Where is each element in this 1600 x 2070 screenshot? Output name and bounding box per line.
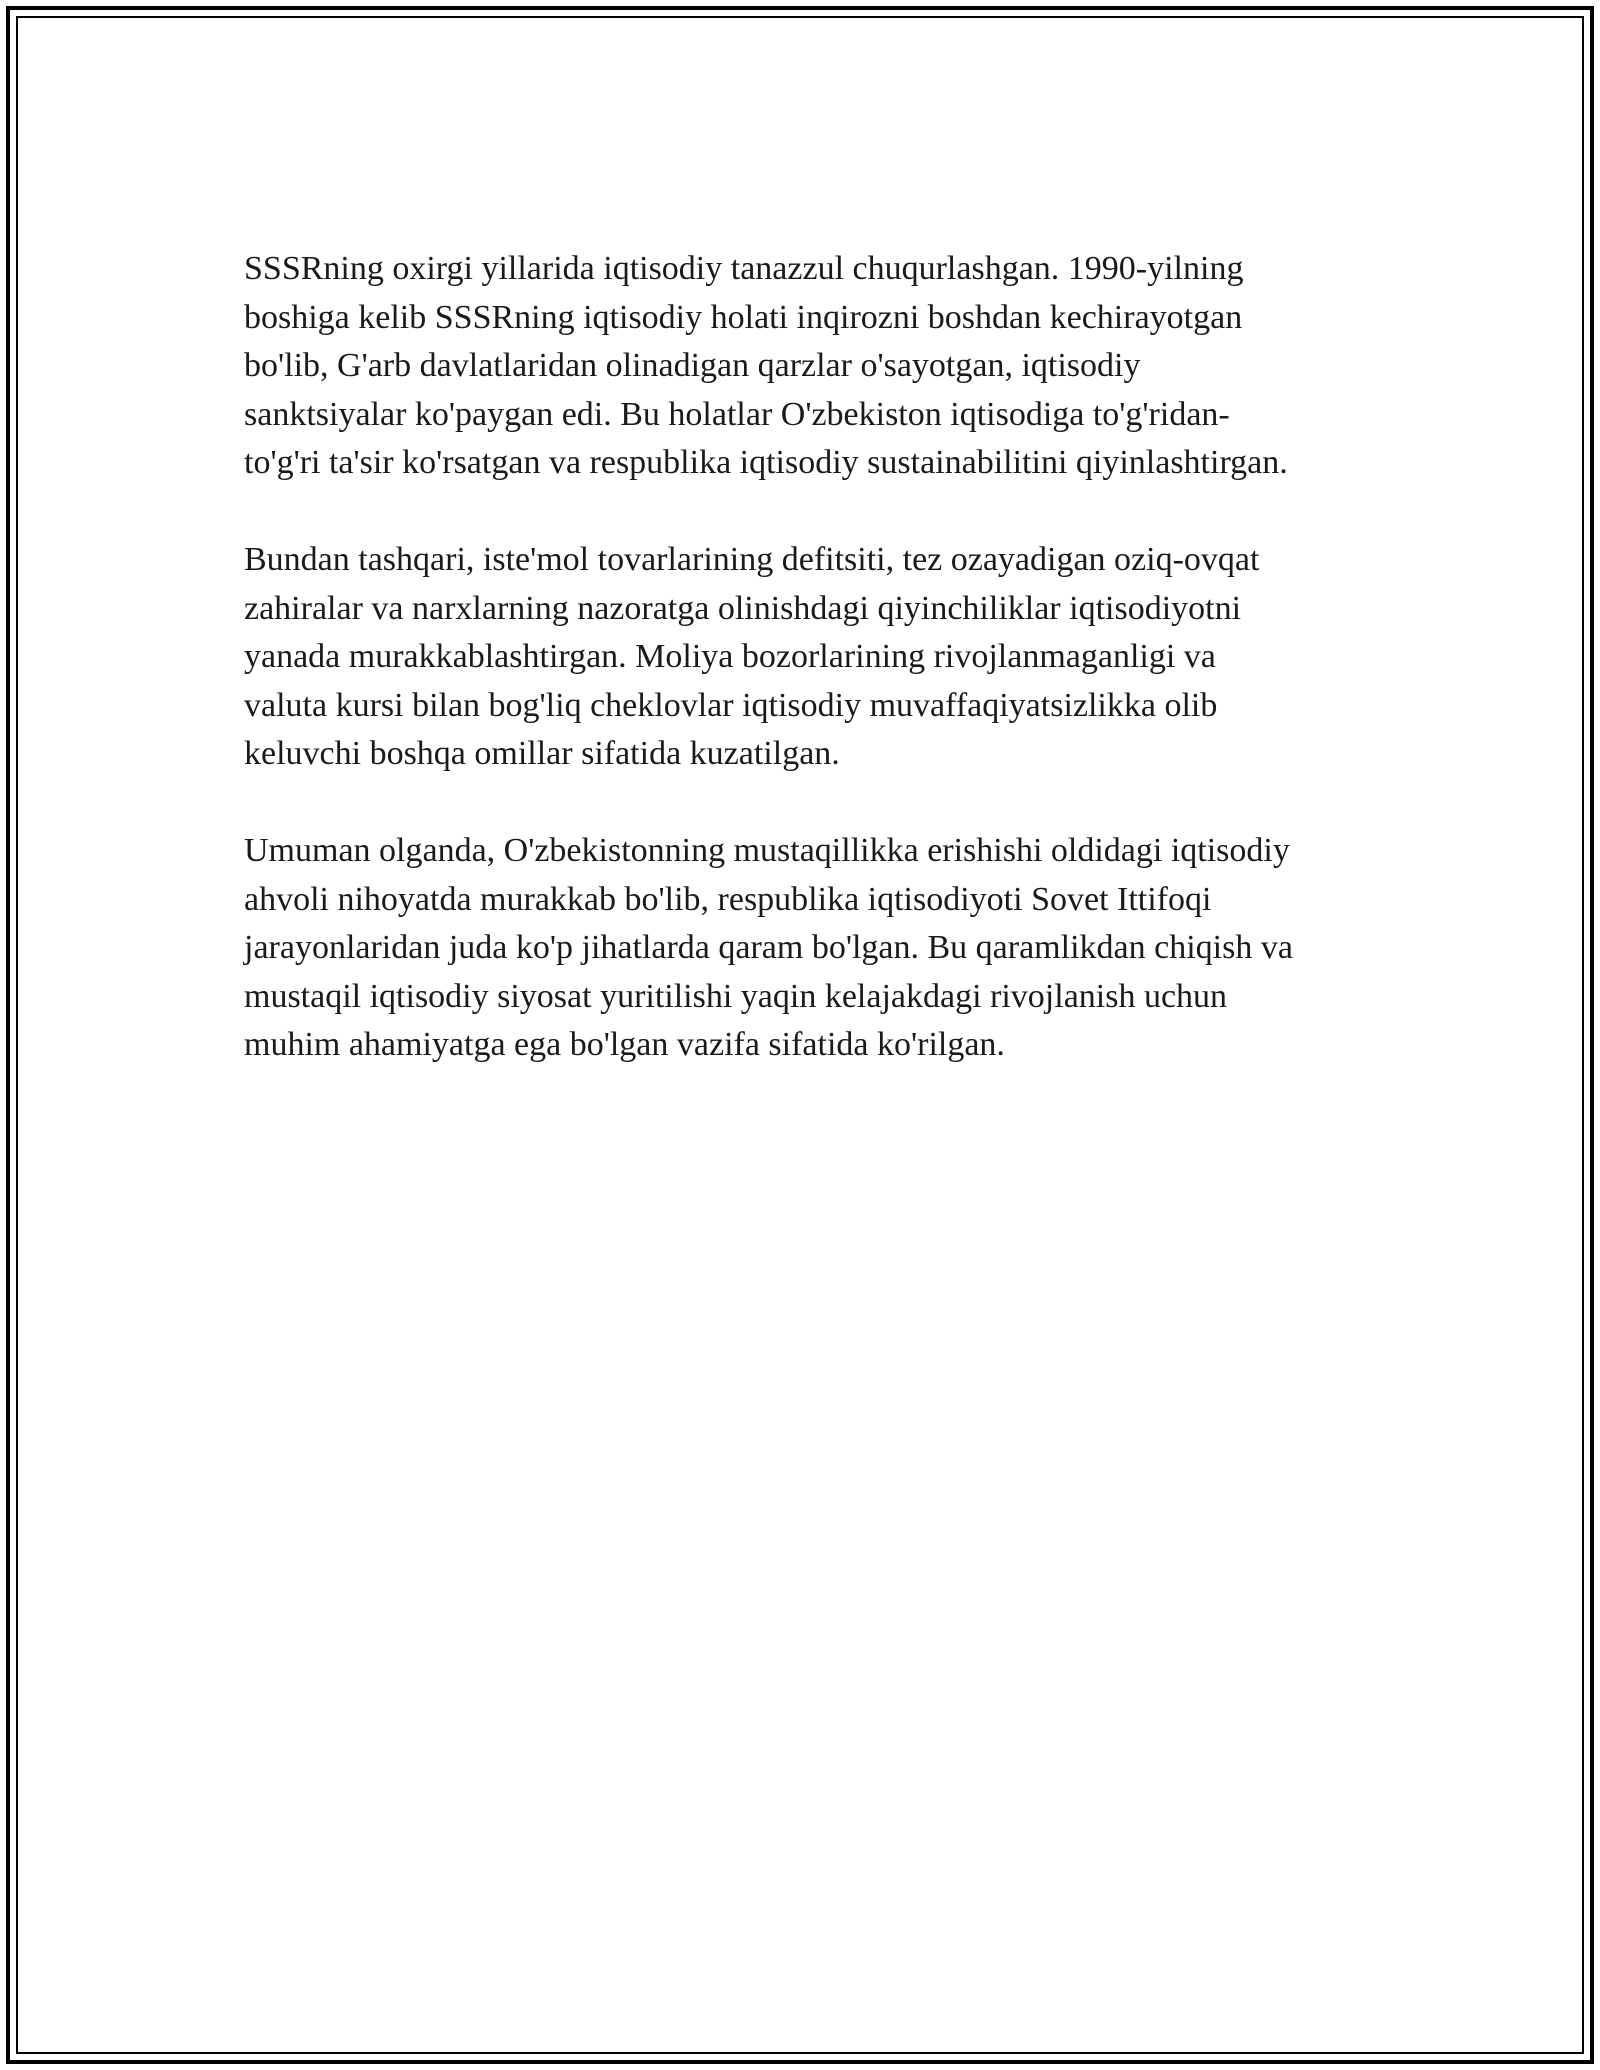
paragraph-line: muhim ahamiyatga ega bo'lgan vazifa sifatida ko'rilgan. bbox=[244, 1026, 1005, 1063]
paragraph-line: sanktsiyalar ko'paygan edi. Bu holatlar O'zbekiston iqtisodiga to'g'ridan- bbox=[244, 395, 1230, 433]
page-border bbox=[6, 6, 1594, 2064]
paragraph-3 bbox=[244, 827, 1384, 1070]
paragraph-line: SSSRning oxirgi yillarida iqtisodiy tanazzul chuqurlashgan. 1990-yilning bbox=[244, 250, 1244, 287]
paragraph-line: Umuman olganda, O'zbekistonning mustaqillikka erishishi oldidagi iqtisodiy bbox=[244, 832, 1290, 869]
paragraph-line: boshiga kelib SSSRning iqtisodiy holati inqirozni boshdan kechirayotgan bbox=[244, 298, 1243, 336]
document-body bbox=[244, 245, 1384, 1118]
paragraph-1 bbox=[244, 245, 1384, 488]
paragraph-line: jarayonlaridan juda ko'p jihatlarda qaram bo'lgan. Bu qaramlikdan chiqish va bbox=[244, 929, 1293, 966]
paragraph-line: ahvoli nihoyatda murakkab bo'lib, respublika iqtisodiyoti Sovet Ittifoqi bbox=[244, 880, 1212, 918]
paragraph-line: bo'lib, G'arb davlatlaridan olinadigan qarzlar o'sayotgan, iqtisodiy bbox=[244, 347, 1141, 384]
paragraph-line: mustaqil iqtisodiy siyosat yuritilishi yaqin kelajakdagi rivojlanish uchun bbox=[244, 977, 1228, 1015]
paragraph-line: Bundan tashqari, iste'mol tovarlarining defitsiti, tez ozayadigan oziq-ovqat bbox=[244, 541, 1260, 578]
paragraph-2 bbox=[244, 536, 1384, 779]
paragraph-line: keluvchi boshqa omillar sifatida kuzatilgan. bbox=[244, 735, 840, 772]
paragraph-line: yanada murakkablashtirgan. Moliya bozorlarining rivojlanmaganligi va bbox=[244, 638, 1216, 675]
paragraph-line: valuta kursi bilan bog'liq cheklovlar iqtisodiy muvaffaqiyatsizlikka olib bbox=[244, 686, 1218, 724]
paragraph-line: to'g'ri ta'sir ko'rsatgan va respublika iqtisodiy sustainabilitini qiyinlashtirgan. bbox=[244, 444, 1288, 481]
paragraph-line: zahiralar va narxlarning nazoratga olinishdagi qiyinchiliklar iqtisodiyotni bbox=[244, 589, 1242, 627]
